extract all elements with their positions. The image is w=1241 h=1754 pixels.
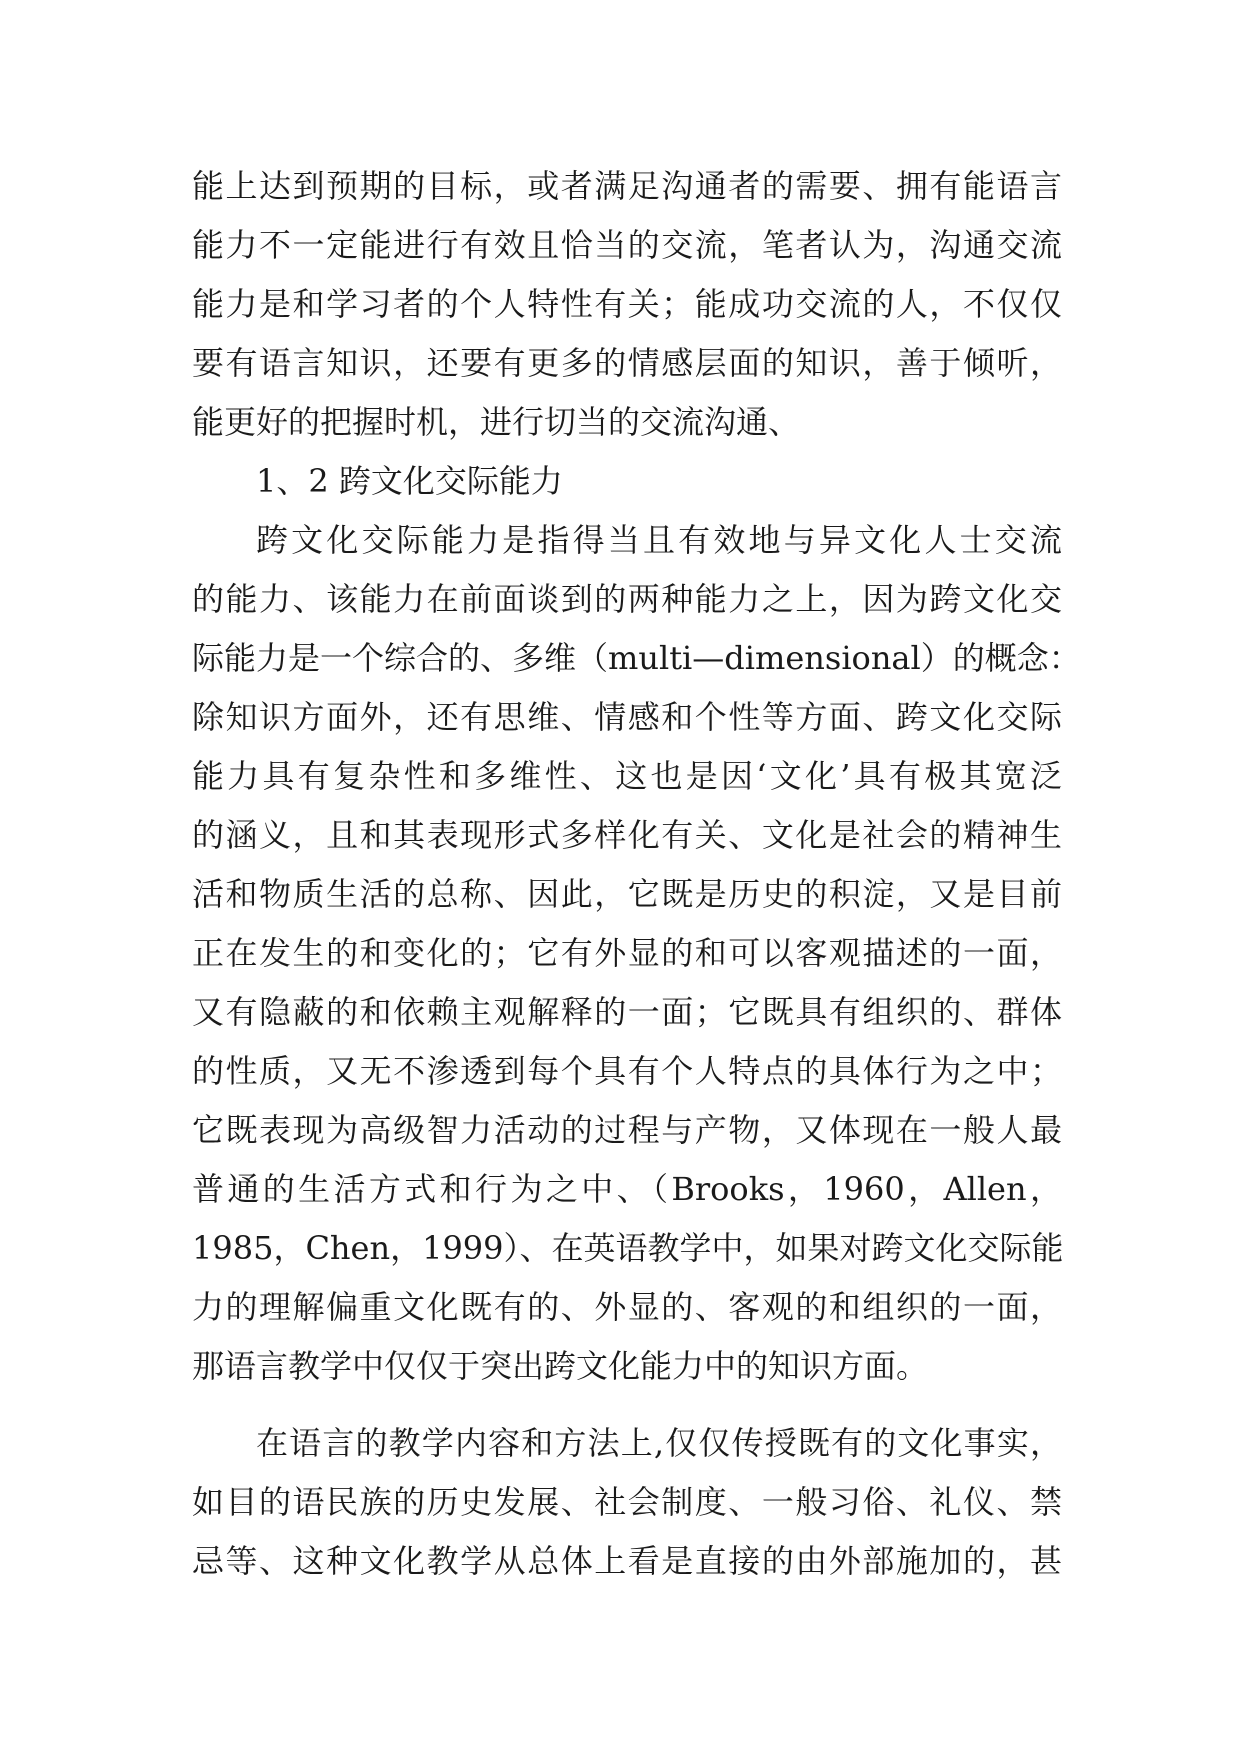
text-line: 如目的语民族的历史发展、社会制度、一般习俗、礼仪、禁 [192, 1483, 1062, 1521]
text-line: 力的理解偏重文化既有的、外显的、客观的和组织的一面， [192, 1288, 1062, 1326]
paragraph [192, 157, 1062, 452]
text-line: 的能力、该能力在前面谈到的两种能力之上，因为跨文化交 [192, 580, 1062, 618]
text-line: 的性质，又无不渗透到每个具有个人特点的具体行为之中； [192, 1052, 1062, 1090]
text-line: 跨文化交际能力是指得当且有效地与异文化人士交流 [256, 521, 1062, 559]
section-heading: 1、2 跨文化交际能力 [256, 462, 563, 500]
text-line: 除知识方面外，还有思维、情感和个性等方面、跨文化交际 [192, 698, 1062, 736]
text-line: 能力具有复杂性和多维性、这也是因‘文化’具有极其宽泛 [192, 757, 1062, 795]
paragraph [192, 511, 1081, 1396]
text-line: 那语言教学中仅仅于突出跨文化能力中的知识方面。 [192, 1347, 929, 1385]
text-line: 能力不一定能进行有效且恰当的交流，笔者认为，沟通交流 [192, 226, 1062, 264]
text-line: 要有语言知识，还要有更多的情感层面的知识，善于倾听， [192, 344, 1062, 382]
text-line: 在语言的教学内容和方法上,仅仅传授既有的文化事实， [256, 1424, 1062, 1462]
paragraph-spacer [192, 1396, 1062, 1414]
text-line: 际能力是一个综合的、多维（multi—dimensional）的概念： [192, 639, 1081, 677]
text-line: 能上达到预期的目标，或者满足沟通者的需要、拥有能语言 [192, 167, 1062, 205]
paragraph [192, 1414, 1062, 1591]
text-line: 普通的生活方式和行为之中、（Brooks，1960，Allen， [192, 1170, 1062, 1208]
text-line: 它既表现为高级智力活动的过程与产物，又体现在一般人最 [192, 1111, 1062, 1149]
text-line: 忌等、这种文化教学从总体上看是直接的由外部施加的，甚 [192, 1542, 1062, 1580]
text-line: 正在发生的和变化的；它有外显的和可以客观描述的一面， [192, 934, 1062, 972]
document-body [192, 157, 1081, 1591]
text-line: 的涵义，且和其表现形式多样化有关、文化是社会的精神生 [192, 816, 1062, 854]
text-line: 能更好的把握时机，进行切当的交流沟通、 [192, 403, 801, 441]
text-line: 1985，Chen，1999）、在英语教学中，如果对跨文化交际能 [192, 1229, 1064, 1267]
text-line: 活和物质生活的总称、因此，它既是历史的积淀，又是目前 [192, 875, 1062, 913]
text-line: 又有隐蔽的和依赖主观解释的一面；它既具有组织的、群体 [192, 993, 1062, 1031]
text-line: 能力是和学习者的个人特性有关；能成功交流的人，不仅仅 [192, 285, 1062, 323]
